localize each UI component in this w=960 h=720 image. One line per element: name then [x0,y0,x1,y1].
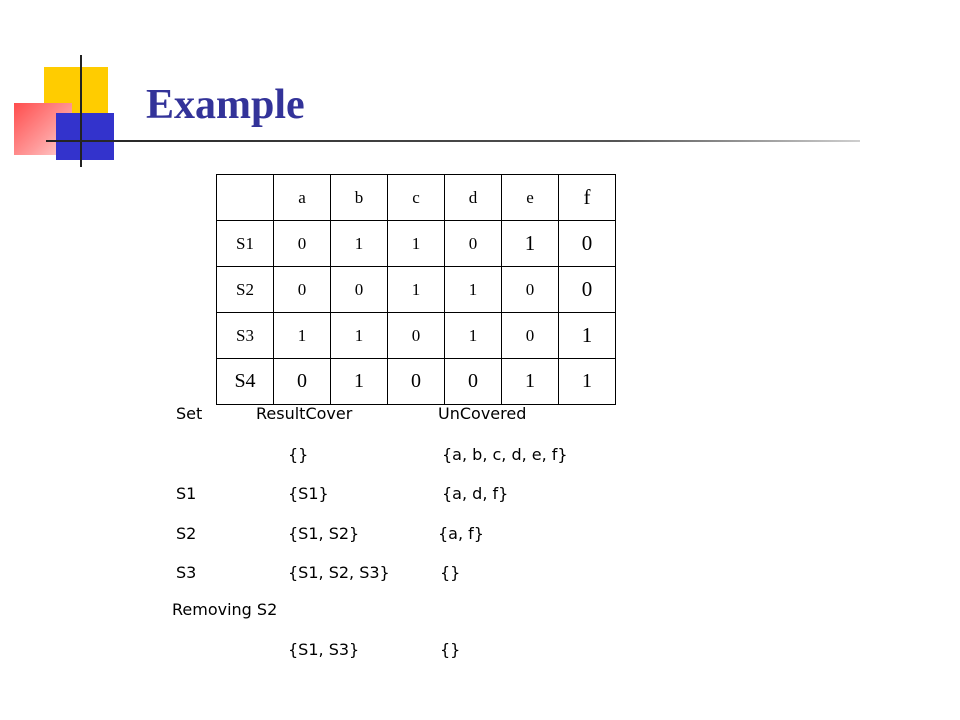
greedy-cover-summary [172,404,632,676]
matrix-cell: 1 [559,313,616,359]
matrix-cell: 0 [331,267,388,313]
matrix-header-c: c [388,175,445,221]
matrix-cell: 1 [331,221,388,267]
matrix-cell: 0 [274,267,331,313]
matrix-cell: 0 [274,359,331,405]
summary-row [172,563,632,587]
summary-row [172,445,632,469]
summary-set: S2 [176,524,197,543]
summary-final-result-cover: {S1, S3} [288,640,360,659]
matrix-cell: 0 [445,221,502,267]
matrix-row-label: S3 [217,313,274,359]
matrix-cell: 0 [502,313,559,359]
decor-vertical-line [80,55,82,167]
matrix-header-e: e [502,175,559,221]
matrix-cell: 1 [388,221,445,267]
matrix-cell: 0 [559,221,616,267]
matrix-cell: 0 [274,221,331,267]
matrix-cell: 1 [388,267,445,313]
summary-result-cover: {S1, S2, S3} [288,563,390,582]
matrix-cell: 1 [559,359,616,405]
matrix-header-f: f [559,175,616,221]
summary-removing-label: Removing S2 [172,600,278,619]
matrix-cell: 0 [388,313,445,359]
summary-uncovered: {a, f} [438,524,484,543]
summary-header-uncovered: UnCovered [438,404,527,423]
slide-title: Example [146,82,305,128]
summary-row [172,524,632,548]
incidence-matrix [216,174,616,405]
matrix-header-row [217,175,616,221]
summary-row [172,484,632,508]
summary-final-row [172,640,632,664]
matrix-corner-cell [217,175,274,221]
summary-set: S1 [176,484,197,503]
matrix-header-d: d [445,175,502,221]
summary-header-result-cover: ResultCover [256,404,353,423]
summary-uncovered: {a, d, f} [442,484,509,503]
matrix-cell: 0 [388,359,445,405]
summary-result-cover: {} [288,445,309,464]
matrix-row-s1 [217,221,616,267]
matrix-cell: 1 [331,313,388,359]
matrix-cell: 1 [502,221,559,267]
matrix-cell: 0 [559,267,616,313]
matrix-cell: 1 [274,313,331,359]
matrix-row-label: S2 [217,267,274,313]
matrix-cell: 1 [445,313,502,359]
summary-result-cover: {S1} [288,484,329,503]
matrix-row-s3 [217,313,616,359]
summary-header-row [172,404,632,428]
decor-blue-square [56,113,114,160]
matrix-header-b: b [331,175,388,221]
matrix-row-label: S1 [217,221,274,267]
matrix-row-s4 [217,359,616,405]
matrix-cell: 0 [445,359,502,405]
matrix-cell: 1 [445,267,502,313]
title-underline [46,140,860,142]
matrix-cell: 0 [502,267,559,313]
matrix-cell: 1 [331,359,388,405]
matrix-header-a: a [274,175,331,221]
summary-result-cover: {S1, S2} [288,524,360,543]
matrix-row-label: S4 [217,359,274,405]
summary-header-set: Set [176,404,203,423]
summary-uncovered: {a, b, c, d, e, f} [442,445,568,464]
summary-removing-row [172,600,632,624]
matrix-row-s2 [217,267,616,313]
matrix-cell: 1 [502,359,559,405]
summary-final-uncovered: {} [440,640,461,659]
summary-uncovered: {} [440,563,461,582]
summary-set: S3 [176,563,197,582]
